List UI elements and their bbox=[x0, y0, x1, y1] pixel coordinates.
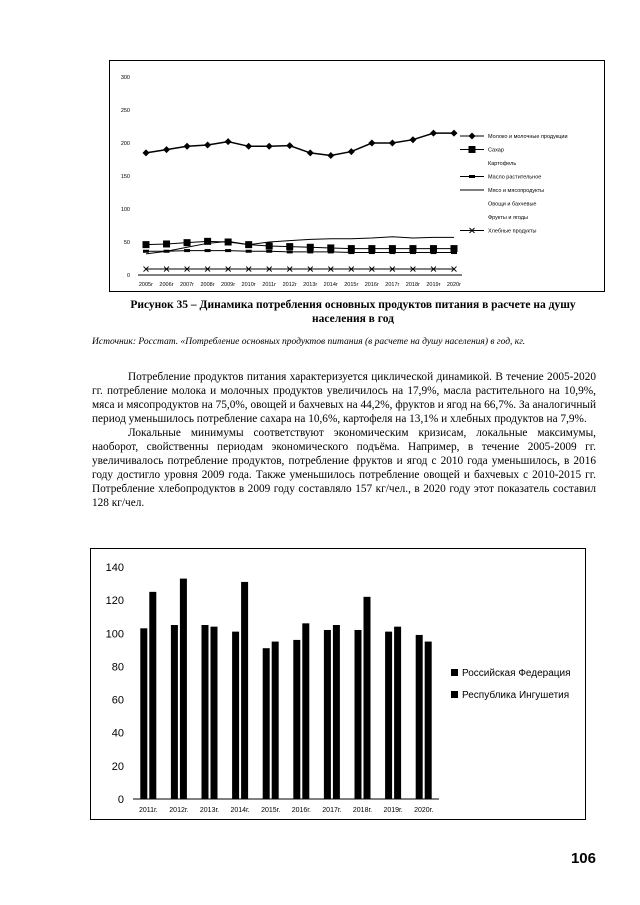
x-tick-label: 2020г. bbox=[414, 807, 434, 814]
legend-label: Картофель bbox=[488, 161, 517, 167]
y-tick-label: 0 bbox=[117, 794, 124, 806]
x-tick-label: 2011г bbox=[262, 282, 277, 288]
data-point bbox=[246, 250, 252, 253]
legend-label: Фрукты и ягоды bbox=[488, 215, 528, 221]
x-tick-label: 2010г bbox=[241, 282, 256, 288]
bar-ingushetia bbox=[364, 597, 371, 799]
bar-rf bbox=[202, 625, 209, 799]
series-0 bbox=[143, 130, 458, 159]
legend-label: Овощи и бахчевые bbox=[488, 201, 537, 208]
bar-ingushetia bbox=[394, 627, 401, 799]
x-tick-label: 2011г. bbox=[138, 807, 158, 814]
y-tick-label: 40 bbox=[111, 727, 124, 740]
x-tick-label: 2012г bbox=[282, 282, 297, 288]
data-point bbox=[205, 249, 211, 252]
legend-swatch bbox=[451, 691, 458, 698]
x-tick-label: 2019г. bbox=[383, 807, 403, 814]
data-point bbox=[327, 152, 334, 159]
bar-rf bbox=[171, 625, 178, 799]
data-point bbox=[369, 251, 375, 254]
x-tick-label: 2014г. bbox=[230, 807, 250, 814]
series-7 bbox=[144, 267, 457, 272]
data-point bbox=[389, 245, 396, 252]
data-point bbox=[245, 143, 252, 150]
series-line bbox=[146, 251, 454, 253]
data-point bbox=[409, 245, 416, 252]
data-point bbox=[368, 245, 375, 252]
x-tick-label: 2007г bbox=[179, 282, 195, 288]
x-tick-label: 2005г bbox=[138, 282, 154, 288]
x-tick-label: 2013г. bbox=[199, 807, 220, 814]
legend-label: Республика Ингушетия bbox=[462, 690, 570, 701]
data-point bbox=[410, 251, 416, 254]
data-point bbox=[266, 242, 273, 249]
data-point bbox=[184, 143, 191, 150]
bar-rf bbox=[293, 640, 300, 799]
y-tick-label: 0 bbox=[126, 273, 130, 279]
legend-item bbox=[460, 175, 541, 181]
bar-ingushetia bbox=[425, 642, 432, 799]
data-point bbox=[307, 244, 314, 251]
data-point bbox=[469, 146, 476, 153]
legend-item bbox=[488, 215, 528, 221]
bar-rf bbox=[416, 635, 423, 799]
consumption-dynamics-chart bbox=[109, 60, 605, 292]
y-tick-label: 150 bbox=[120, 174, 130, 180]
data-point bbox=[143, 149, 150, 156]
legend-label: Молоко и молочные продукции bbox=[488, 134, 568, 140]
data-point bbox=[143, 250, 149, 253]
data-point bbox=[328, 250, 334, 253]
bar-ingushetia bbox=[241, 582, 248, 799]
legend-item bbox=[451, 689, 569, 701]
data-point bbox=[225, 249, 231, 252]
y-tick-label: 20 bbox=[111, 760, 124, 773]
data-point bbox=[307, 250, 313, 253]
x-tick-label: 2015г. bbox=[261, 807, 281, 814]
bar-ingushetia bbox=[302, 623, 309, 799]
bar-ingushetia bbox=[180, 579, 187, 799]
legend-item bbox=[460, 133, 568, 141]
data-point bbox=[451, 130, 458, 137]
data-point bbox=[163, 146, 170, 153]
legend-label: Сахар bbox=[488, 147, 504, 154]
body-text bbox=[92, 370, 596, 510]
bar-ingushetia bbox=[211, 627, 218, 799]
y-tick-label: 200 bbox=[120, 141, 130, 147]
chart-legend bbox=[460, 133, 568, 235]
legend-label: Хлебные продукты bbox=[488, 228, 537, 235]
x-tick-label: 2017г bbox=[385, 282, 400, 288]
y-tick-label: 120 bbox=[105, 595, 124, 608]
bar-chart-svg bbox=[91, 549, 584, 818]
data-point bbox=[389, 251, 395, 254]
figure-caption: Рисунок 35 – Динамика потребления основных продуктов питания в расчете на душу населения в год bbox=[130, 299, 576, 325]
series-line bbox=[146, 237, 454, 254]
data-point bbox=[286, 243, 293, 250]
x-tick-label: 2020г bbox=[446, 282, 462, 288]
legend-item bbox=[460, 146, 504, 154]
legend-item bbox=[460, 188, 544, 194]
x-tick-label: 2015г bbox=[344, 282, 359, 288]
data-point bbox=[430, 251, 436, 254]
bar-rf bbox=[140, 628, 147, 799]
paragraph: Потребление продуктов питания характеризуется циклической динамикой. В течение 2005-2020 гг. потребление молока и молочных продуктов увеличилось на 17,9%, масла растительного на 10,9%, мяса и мясопродуктов на 75,0%, овощей и бахчевых на 44,2%, фруктов и ягод на 66,7%. За аналогичный период уменьшилось потребление сахара на 10,6%, картофеля на 13,1% и хлебных продуктов на 7,9%. bbox=[92, 371, 596, 425]
data-point bbox=[430, 245, 437, 252]
data-point bbox=[368, 140, 375, 147]
data-point bbox=[348, 251, 354, 254]
bar-ingushetia bbox=[272, 642, 279, 799]
data-point bbox=[451, 245, 458, 252]
x-tick-label: 2014г bbox=[323, 282, 338, 288]
legend-label: Российская Федерация bbox=[462, 668, 571, 679]
y-tick-label: 140 bbox=[105, 562, 124, 574]
data-point bbox=[307, 149, 314, 156]
legend-label: Масло растительное bbox=[488, 174, 542, 181]
data-point bbox=[225, 138, 232, 145]
x-tick-label: 2019г bbox=[426, 282, 441, 288]
data-point bbox=[204, 141, 211, 148]
x-tick-label: 2008г bbox=[200, 282, 215, 288]
x-tick-label: 2017г. bbox=[322, 807, 342, 814]
data-point bbox=[409, 136, 416, 143]
data-point bbox=[451, 251, 457, 254]
legend-item bbox=[488, 161, 516, 167]
data-point bbox=[184, 239, 191, 246]
x-tick-label: 2018г. bbox=[352, 807, 373, 814]
y-tick-label: 60 bbox=[111, 694, 124, 707]
y-tick-label: 80 bbox=[111, 661, 124, 674]
data-point bbox=[469, 133, 476, 140]
bar-ingushetia bbox=[149, 592, 156, 799]
data-point bbox=[348, 148, 355, 155]
data-point bbox=[287, 250, 293, 253]
y-tick-label: 50 bbox=[123, 240, 130, 246]
legend-item bbox=[460, 228, 537, 235]
chart-legend bbox=[451, 668, 571, 701]
x-tick-label: 2013г bbox=[303, 282, 318, 288]
x-tick-label: 2016г bbox=[364, 282, 379, 288]
legend-item bbox=[451, 668, 571, 679]
x-tick-label: 2018г bbox=[405, 282, 421, 288]
bar-rf bbox=[324, 630, 331, 799]
bar-rf bbox=[263, 648, 270, 799]
data-point bbox=[266, 143, 273, 150]
x-tick-label: 2012г. bbox=[169, 807, 189, 814]
legend-swatch bbox=[451, 669, 458, 676]
data-point bbox=[266, 250, 272, 253]
legend-label: Мясо и мясопродукты bbox=[488, 188, 545, 194]
bar-rf bbox=[355, 630, 362, 799]
data-point bbox=[286, 142, 293, 149]
bar-rf bbox=[385, 632, 392, 799]
regional-comparison-chart bbox=[90, 548, 586, 820]
legend-item bbox=[488, 202, 537, 208]
data-point bbox=[430, 130, 437, 137]
page-number: 106 bbox=[570, 850, 596, 867]
line-chart-svg bbox=[110, 61, 603, 290]
data-point bbox=[469, 175, 475, 178]
y-tick-label: 250 bbox=[120, 108, 130, 114]
x-tick-label: 2006г bbox=[159, 282, 174, 288]
data-point bbox=[184, 249, 190, 252]
figure-source: Источник: Росстат. «Потребление основных продуктов питания (в расчете на душу населения) в год, кг. bbox=[92, 337, 526, 347]
data-point bbox=[163, 240, 170, 247]
series-line bbox=[146, 133, 454, 155]
series-4 bbox=[146, 237, 454, 254]
data-point bbox=[327, 244, 334, 251]
x-tick-label: 2016г. bbox=[291, 807, 311, 814]
data-point bbox=[389, 140, 396, 147]
data-point bbox=[143, 241, 150, 248]
data-point bbox=[348, 245, 355, 252]
x-tick-label: 2009г bbox=[221, 282, 236, 288]
bar-ingushetia bbox=[333, 625, 340, 799]
paragraph: Локальные минимумы соответствуют экономическим кризисам, локальные максимумы, наоборот, свойственны периодам экономического подъёма. Например, в течение 2005-2009 гг. увеличивалось потребление продуктов, потребление фруктов и ягод с 2010 года уменьшилось, в 2016 году достигло уровня 2009 года. Также уменьшилось потребление овощей и бахчевых с 2010-2015 гг. Потребление хлебопродуктов в 2009 году составляло 157 кг/чел., в 2020 году этот показатель составил 128 кг/чел. bbox=[92, 427, 596, 509]
series-line bbox=[146, 241, 454, 248]
y-tick-label: 100 bbox=[120, 207, 130, 213]
y-tick-label: 300 bbox=[120, 75, 130, 81]
y-tick-label: 100 bbox=[105, 628, 124, 641]
bar-rf bbox=[232, 632, 239, 799]
